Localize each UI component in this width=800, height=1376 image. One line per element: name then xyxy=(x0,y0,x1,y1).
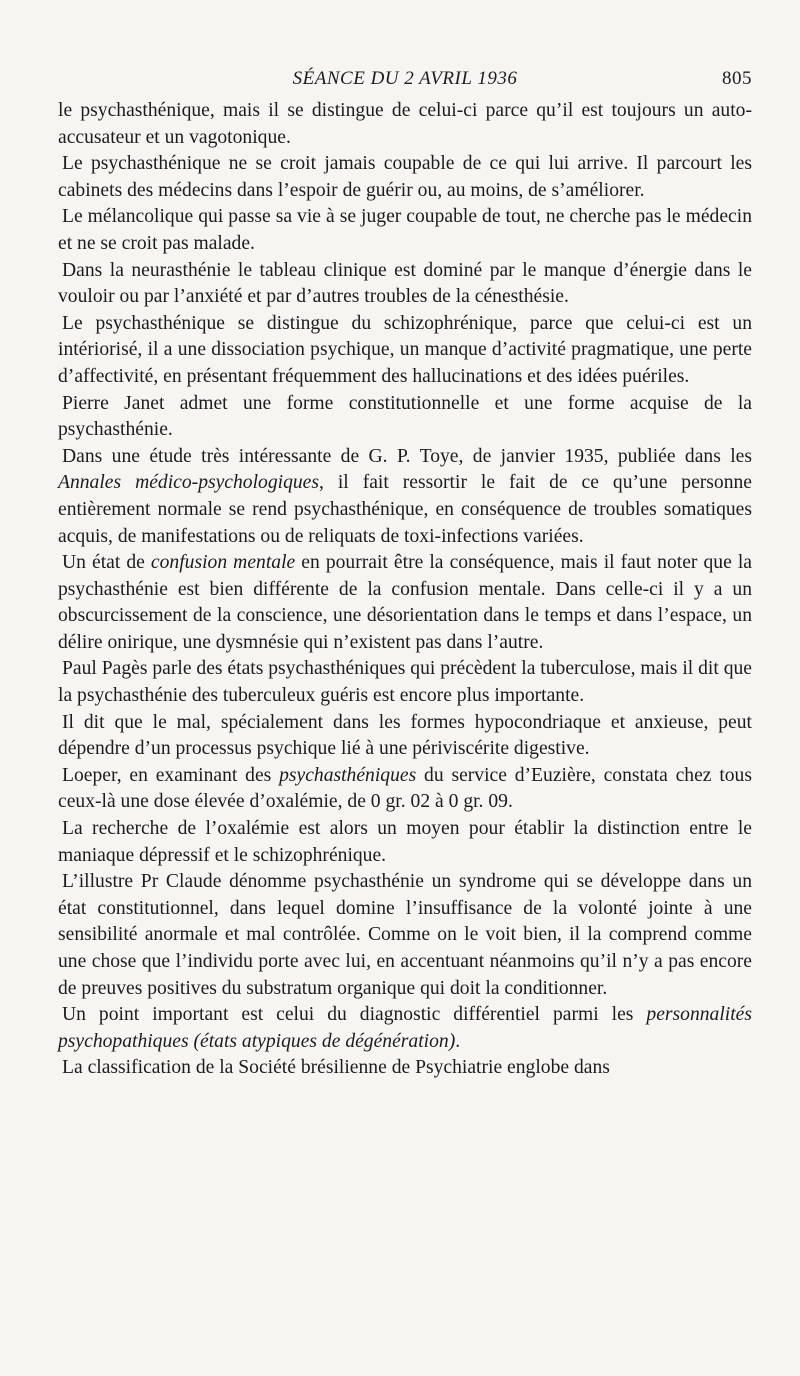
running-header xyxy=(58,68,752,98)
paragraph-14-text-c: . xyxy=(455,1030,461,1052)
psychastheniques-italic: psychasthéniques xyxy=(279,764,417,786)
body-text xyxy=(58,98,752,1082)
paragraph-6: Pierre Janet admet une forme constitutionnelle et une forme acquise de la psychasthénie. xyxy=(58,392,752,441)
paragraph-14-text-a: Un point important est celui du diagnostic différentiel parmi les xyxy=(62,1004,647,1026)
paragraph-9: Paul Pagès parle des états psychasthéniques qui précèdent la tuberculose, mais il dit que la psychasthénie des tuberculeux guéris est encore plus importante. xyxy=(58,658,752,707)
paragraph-11-text-c: du service d’Euzière, constata chez tous ceux-là une dose élevée d’oxalémie, de 0 gr. 02 à 0 gr. 09. xyxy=(58,764,752,813)
paragraph-7-text-a: Dans une étude très intéressante de G. P. Toye, de janvier 1935, publiée dans les xyxy=(62,445,752,467)
paragraph-7 xyxy=(58,444,752,550)
journal-page xyxy=(58,68,752,1082)
paragraph-10: Il dit que le mal, spécialement dans les formes hypocondriaque et anxieuse, peut dépendre d’un processus psychique lié à une périviscérite digestive. xyxy=(58,711,752,760)
paragraph-8-text-a: Un état de xyxy=(62,552,151,574)
paragraph-13: L’illustre Pr Claude dénomme psychasthénie un syndrome qui se développe dans un état constitutionnel, dans lequel domine l’insuffisance de la volonté jointe à une sensibilité anormale et mal contrôlée. Comme on le voit bien, il la comprend comme une chose que l’individu porte avec lui, en accentuant néanmoins qu’il n’y a pas encore de preuves positives du substratum organique qui doit la conditionner. xyxy=(58,871,752,999)
paragraph-11 xyxy=(58,763,752,816)
paragraph-4: Dans la neurasthénie le tableau clinique est dominé par le manque d’énergie dans le vouloir ou par l’anxiété et par d’autres troubles de la cénesthésie. xyxy=(58,259,752,308)
paragraph-5: Le psychasthénique se distingue du schizophrénique, parce que celui-ci est un intériorisé, il a une dissociation psychique, un manque d’activité pragmatique, une perte d’affectivité, en présentant fréquemment des hallucinations et des idées puériles. xyxy=(58,312,752,387)
page-number: 805 xyxy=(722,68,752,89)
paragraph-14 xyxy=(58,1002,752,1055)
paragraph-7-text-c: , il fait ressortir le fait de ce qu’une personne entièrement normale se rend psychasthénique, en conséquence de troubles somatiques acquis, de manifestations ou de reliquats de toxi-infections variées. xyxy=(58,472,752,547)
paragraph-15: La classification de la Société brésilienne de Psychiatrie englobe dans xyxy=(62,1057,610,1079)
paragraph-12: La recherche de l’oxalémie est alors un moyen pour établir la distinction entre le maniaque dépressif et le schizophrénique. xyxy=(58,818,752,866)
paragraph-8 xyxy=(58,550,752,656)
personnalites-italic: personnalités psychopathiques (états atypiques de dégénération) xyxy=(58,1004,752,1052)
confusion-mentale-italic: confusion mentale xyxy=(150,552,296,574)
paragraph-3: Le mélancolique qui passe sa vie à se juger coupable de tout, ne cherche pas le médecin et ne se croit pas malade. xyxy=(58,206,752,254)
journal-title-italic: Annales médico-psychologiques xyxy=(58,472,319,494)
running-title: SÉANCE DU 2 AVRIL 1936 xyxy=(292,68,518,89)
paragraph-8-text-c: en pourrait être la conséquence, mais il faut noter que la psychasthénie est bien différente de la confusion mentale. Dans celle-ci il y a un obscurcissement de la conscience, une désorientation dans le temps et dans l’espace, un délire onirique, une dysmnésie qui n’existent pas dans l’autre. xyxy=(58,552,752,653)
paragraph-1: le psychasthénique, mais il se distingue de celui-ci parce qu’il est toujours un auto-accusateur et un vagotonique. xyxy=(58,100,752,148)
paragraph-2: Le psychasthénique ne se croit jamais coupable de ce qui lui arrive. Il parcourt les cabinets des médecins dans l’espoir de guérir ou, au moins, de s’améliorer. xyxy=(58,153,752,201)
paragraph-11-text-a: Loeper, en examinant des xyxy=(62,764,280,786)
